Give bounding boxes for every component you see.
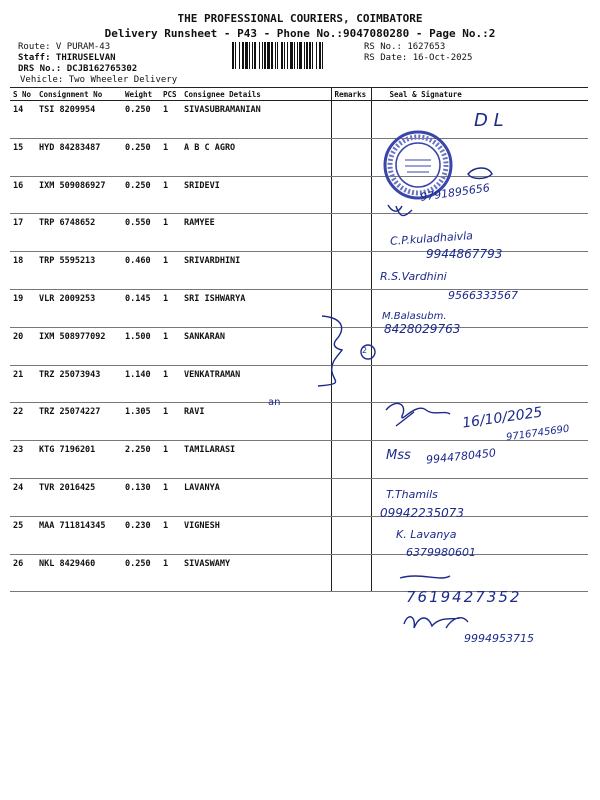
row-sno: 21 (10, 365, 36, 403)
col-consignee: Consignee Details (181, 88, 331, 101)
row-pcs: 1 (160, 516, 181, 554)
row-pcs: 1 (160, 554, 181, 592)
hw-phone-24: 6379980601 (406, 546, 476, 559)
row-consignee: LAVANYA (181, 478, 331, 516)
barcode-bar (277, 42, 278, 69)
row-consignee: A B C AGRO (181, 138, 331, 176)
barcode-bar (316, 42, 317, 69)
row-consignee: SIVASWAMY (181, 554, 331, 592)
barcode-bar (264, 42, 266, 69)
row-consignment: IXM 509086927 (36, 176, 122, 214)
row-weight: 0.460 (122, 252, 160, 290)
row-sno: 22 (10, 403, 36, 441)
hw-date-21: 16/10/2025 (461, 404, 544, 432)
row-consignee: SRI ISHWARYA (181, 289, 331, 327)
barcode-bar (262, 42, 263, 69)
hw-phone-17: 9944867793 (426, 247, 503, 261)
row-sno: 20 (10, 327, 36, 365)
hw-name-17: C.P.kuladhaivla (389, 229, 474, 248)
table-row (10, 327, 588, 365)
row-consignment: MAA 711814345 (36, 516, 122, 554)
row-sno: 18 (10, 252, 36, 290)
row-remarks (331, 138, 371, 176)
row-weight: 0.250 (122, 554, 160, 592)
col-remarks: Remarks (331, 88, 371, 101)
row-weight: 1.305 (122, 403, 160, 441)
row-pcs: 1 (160, 327, 181, 365)
row-weight: 0.130 (122, 478, 160, 516)
runsheet-subtitle: Delivery Runsheet - P43 - Phone No.:9047080280 - Page No.:2 (104, 27, 496, 40)
row-consignee: SANKARAN (181, 327, 331, 365)
table-row (10, 554, 588, 592)
row-pcs: 1 (160, 138, 181, 176)
row-consignee: VIGNESH (181, 516, 331, 554)
row-consignment: KTG 7196201 (36, 441, 122, 479)
row-consignee: VENKATRAMAN (181, 365, 331, 403)
row-pcs: 1 (160, 252, 181, 290)
table-header (10, 88, 588, 101)
barcode-bar (297, 42, 298, 69)
rs-date: RS Date: 16-Oct-2025 (364, 53, 473, 63)
row-sno: 16 (10, 176, 36, 214)
table-row (10, 365, 588, 403)
row-consignment: IXM 508977092 (36, 327, 122, 365)
row-sno: 25 (10, 516, 36, 554)
row-weight: 0.250 (122, 176, 160, 214)
row-consignment: VLR 2009253 (36, 289, 122, 327)
hw-phone-23: 09942235073 (380, 506, 464, 520)
barcode-bar (239, 42, 240, 69)
vehicle-label: Vehicle: Two Wheeler Delivery (20, 75, 178, 85)
runsheet-table (10, 87, 588, 592)
table-row (10, 138, 588, 176)
row-remarks (331, 554, 371, 592)
row-remarks (331, 403, 371, 441)
row-signature (371, 554, 588, 592)
col-consignment: Consignment No (36, 88, 122, 101)
barcode-bar (254, 42, 256, 69)
row-consignee: RAMYEE (181, 214, 331, 252)
row-sno: 23 (10, 441, 36, 479)
rs-number: RS No.: 1627653 (364, 42, 446, 52)
hw-phone-25: 7619427352 (406, 588, 522, 606)
barcode-bar (249, 42, 250, 69)
row-weight: 0.250 (122, 101, 160, 139)
row-weight: 1.500 (122, 327, 160, 365)
hw-name-24: K. Lavanya (396, 528, 457, 541)
barcode-bar (252, 42, 253, 69)
row-weight: 0.550 (122, 214, 160, 252)
barcode-bar (232, 42, 234, 69)
drs-number: DRS No.: DCJB162765302 (18, 64, 138, 74)
row-pcs: 1 (160, 101, 181, 139)
col-sno: S No (10, 88, 36, 101)
barcode-bar (235, 42, 236, 69)
row-consignee: RAVI (181, 403, 331, 441)
barcode-bar (319, 42, 321, 69)
row-sno: 19 (10, 289, 36, 327)
row-weight: 1.140 (122, 365, 160, 403)
row-remarks (331, 365, 371, 403)
hw-phone-16: 9791895656 (419, 181, 491, 204)
row-consignment: TRP 6748652 (36, 214, 122, 252)
barcode-bar (267, 42, 270, 69)
barcode-bar (275, 42, 276, 69)
barcode-bar (284, 42, 285, 69)
barcode-bar (306, 42, 308, 69)
row-weight: 0.145 (122, 289, 160, 327)
col-pcs: PCS (160, 88, 181, 101)
row-weight: 2.250 (122, 441, 160, 479)
hw-an: an (268, 397, 281, 408)
row-consignment: TRZ 25073943 (36, 365, 122, 403)
row-remarks (331, 214, 371, 252)
barcode-bar (242, 42, 244, 69)
row-remarks (331, 516, 371, 554)
barcode-bar (259, 42, 260, 69)
row-remarks (331, 252, 371, 290)
route-label: Route: V PURAM-43 (18, 42, 111, 52)
company-title: THE PROFESSIONAL COURIERS, COIMBATORE (177, 12, 423, 25)
hw-name-19: M.Balasubm. (382, 311, 447, 322)
row-weight: 0.230 (122, 516, 160, 554)
row-pcs: 1 (160, 176, 181, 214)
row-consignment: TVR 2016425 (36, 478, 122, 516)
row-consignment: TSI 8209954 (36, 101, 122, 139)
row-pcs: 1 (160, 478, 181, 516)
barcode-bar (290, 42, 293, 69)
table-row (10, 441, 588, 479)
row-consignment: NKL 8429460 (36, 554, 122, 592)
row-consignment: HYD 84283487 (36, 138, 122, 176)
row-pcs: 1 (160, 441, 181, 479)
row-pcs: 1 (160, 289, 181, 327)
hw-phone-19: 8428029763 (384, 322, 461, 336)
row-sno: 24 (10, 478, 36, 516)
barcode-bar (294, 42, 295, 69)
barcode-bar (309, 42, 311, 69)
hw-name-22: Mss (386, 448, 411, 463)
row-weight: 0.250 (122, 138, 160, 176)
row-pcs: 1 (160, 214, 181, 252)
row-remarks (331, 101, 371, 139)
table-row (10, 176, 588, 214)
row-remarks (331, 478, 371, 516)
hw-phone-22: 9944780450 (425, 446, 497, 467)
row-remarks (331, 441, 371, 479)
row-pcs: 1 (160, 365, 181, 403)
col-signature: Seal & Signature (371, 88, 588, 101)
row-consignee: TAMILARASI (181, 441, 331, 479)
row-sno: 17 (10, 214, 36, 252)
barcode-bar (281, 42, 283, 69)
table-row (10, 478, 588, 516)
row-remarks (331, 176, 371, 214)
hw-phone-18: 9566333567 (448, 289, 518, 302)
barcode-bar (271, 42, 273, 69)
barcode-bar (304, 42, 305, 69)
row-consignment: TRP 5595213 (36, 252, 122, 290)
hw-phone-21: 9716745690 (505, 423, 571, 444)
row-consignee: SRIDEVI (181, 176, 331, 214)
barcode-bar (299, 42, 302, 69)
row-remarks (331, 289, 371, 327)
ink-signature-26 (404, 617, 468, 628)
hw-name-23: T.Thamils (386, 488, 438, 501)
barcode (232, 42, 358, 69)
hw-dl: D L (474, 110, 504, 131)
barcode-bar (322, 42, 323, 69)
row-consignee: SIVASUBRAMANIAN (181, 101, 331, 139)
row-sno: 26 (10, 554, 36, 592)
barcode-bar (245, 42, 248, 69)
row-sno: 15 (10, 138, 36, 176)
table-row (10, 516, 588, 554)
hw-name-18: R.S.Vardhini (380, 270, 447, 283)
row-consignee: SRIVARDHINI (181, 252, 331, 290)
row-sno: 14 (10, 101, 36, 139)
row-signature (371, 365, 588, 403)
hw-circled: 2 (362, 346, 368, 355)
barcode-bar (287, 42, 288, 69)
col-weight: Weight (122, 88, 160, 101)
staff-label: Staff: THIRUSELVAN (18, 53, 116, 63)
hw-phone-26: 9994953715 (464, 632, 534, 645)
row-pcs: 1 (160, 403, 181, 441)
row-consignment: TRZ 25074227 (36, 403, 122, 441)
barcode-bar (312, 42, 313, 69)
